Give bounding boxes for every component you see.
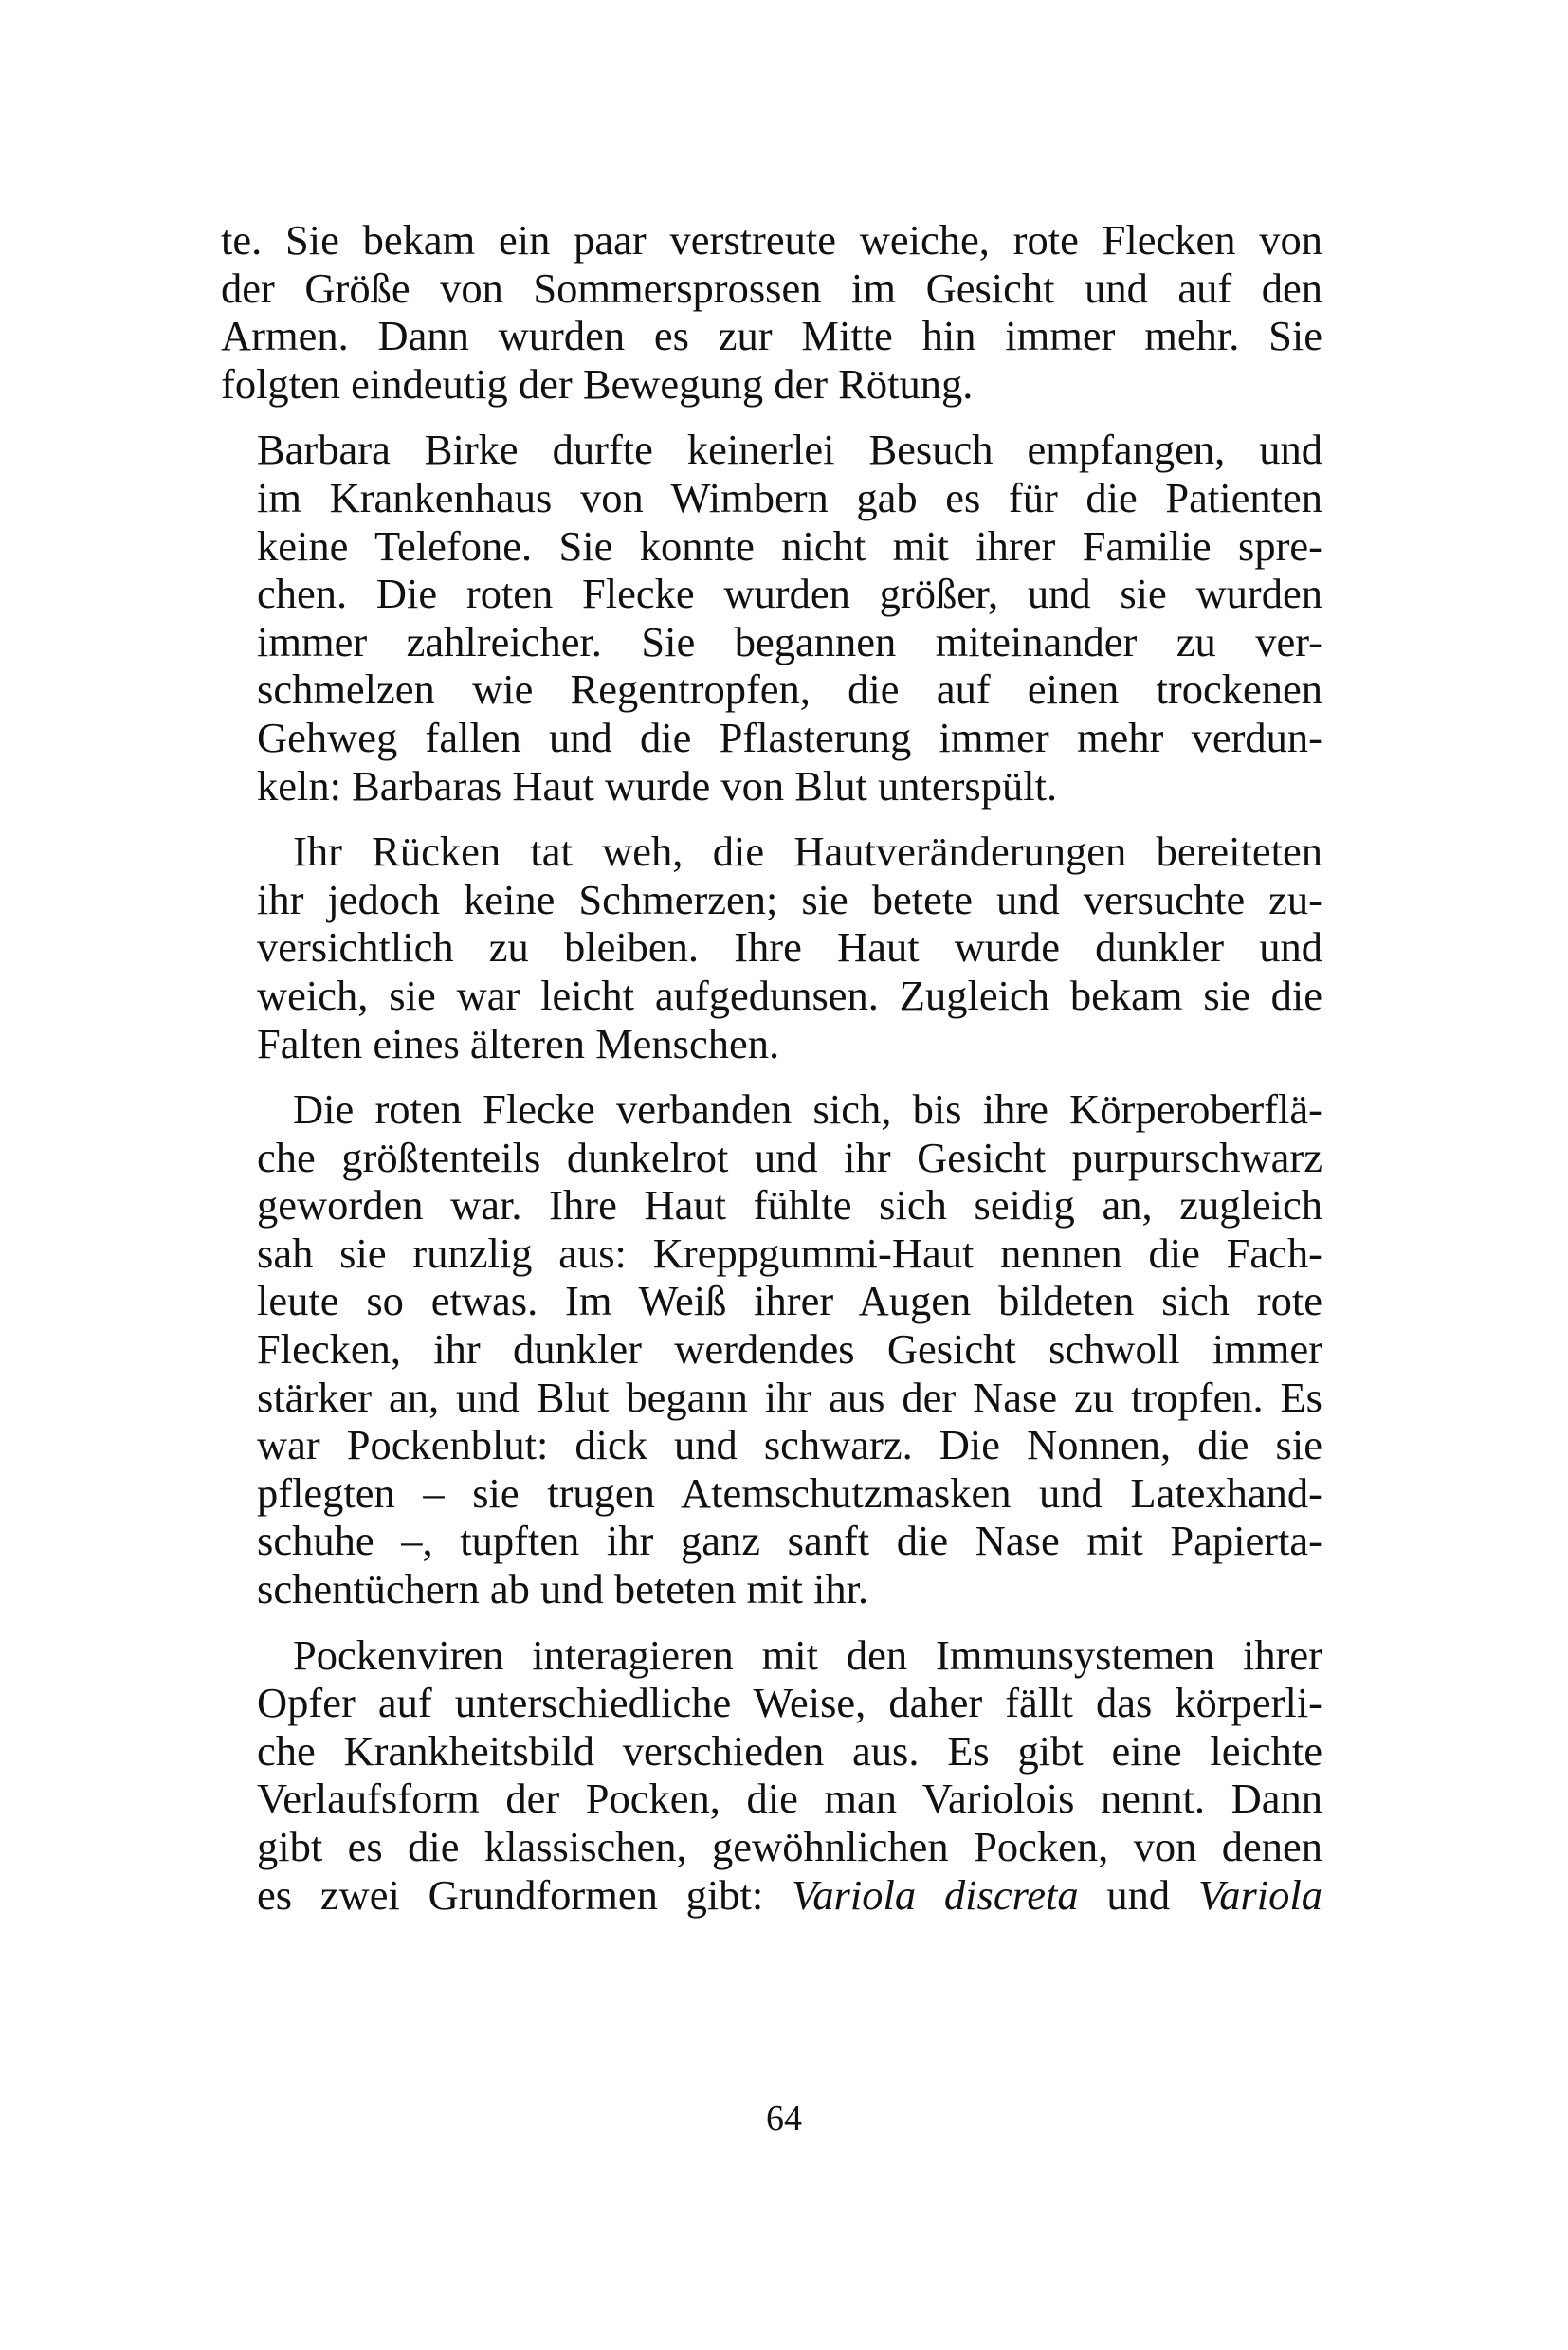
text-line: Pockenviren interagieren mit den Immunsystemen ihrer	[293, 1630, 1322, 1679]
text-line: im Krankenhaus von Wimbern gab es für die Patienten	[257, 473, 1322, 521]
text-line: gibt es die klassischen, gewöhnlichen Pocken, von denen	[257, 1823, 1322, 1870]
text-line: keln: Barbaras Haut wurde von Blut unterspült.	[257, 761, 1058, 810]
text-line: Barbara Birke durfte keinerlei Besuch empfangen, und	[257, 426, 1322, 474]
text-line: ihr jedoch keine Schmerzen; sie betete und versuchte zu-	[257, 875, 1322, 923]
paragraph-3	[221, 828, 1322, 1067]
text-line: che Krankheitsbild verschieden aus. Es gibt eine leichte	[257, 1726, 1322, 1775]
text-line: sah sie runzlig aus: Kreppgummi-Haut nennen die Fach-	[257, 1229, 1322, 1277]
text-line: Gehweg fallen und die Pflasterung immer mehr verdun-	[257, 713, 1322, 761]
text-line: der Größe von Sommersprossen im Gesicht und auf den	[221, 264, 1322, 312]
text-line: pflegten – sie trugen Atemschutzmasken und Latexhand-	[257, 1468, 1322, 1517]
text-line: Die roten Flecke verbanden sich, bis ihre Körperoberflä-	[293, 1085, 1322, 1134]
text-line: Falten eines älteren Menschen.	[257, 1019, 780, 1067]
text-line: Opfer auf unterschiedliche Weise, daher fällt das körperli-	[257, 1679, 1322, 1727]
paragraph-2	[221, 426, 1322, 810]
text-line: immer zahlreicher. Sie begannen miteinander zu ver-	[257, 617, 1322, 665]
text-span: und	[1078, 1870, 1198, 1919]
text-line: Ihr Rücken tat weh, die Hautveränderungen bereiteten	[293, 828, 1322, 876]
text-line: te. Sie bekam ein paar verstreute weiche, rote Flecken von	[221, 216, 1322, 264]
text-line: che größtenteils dunkelrot und ihr Gesicht purpurschwarz	[257, 1133, 1322, 1181]
paragraph-4	[221, 1085, 1322, 1613]
text-line: schmelzen wie Regentropfen, die auf einen trockenen	[257, 665, 1322, 714]
text-line: schuhe –, tupften ihr ganz sanft die Nase mit Papierta-	[257, 1517, 1322, 1565]
text-line: schentüchern ab und beteten mit ihr.	[257, 1565, 869, 1613]
text-line: stärker an, und Blut begann ihr aus der Nase zu tropfen. Es	[257, 1373, 1322, 1421]
paragraph-5	[221, 1631, 1322, 1920]
paragraph-1	[221, 216, 1322, 408]
text-line: chen. Die roten Flecke wurden größer, und sie wurden	[257, 570, 1322, 618]
text-line: Flecken, ihr dunkler werdendes Gesicht schwoll immer	[257, 1325, 1322, 1374]
text-span: es zwei Grundformen gibt:	[257, 1870, 793, 1919]
text-line: leute so etwas. Im Weiß ihrer Augen bildeten sich rote	[257, 1277, 1322, 1325]
italic-term: Variola	[1197, 1870, 1323, 1919]
body-text	[221, 216, 1322, 1937]
text-line: folgten eindeutig der Bewegung der Rötung.	[221, 359, 974, 408]
text-line-with-italics	[221, 1871, 1322, 1920]
italic-term: Variola discreta	[792, 1870, 1079, 1919]
text-line: keine Telefone. Sie konnte nicht mit ihrer Familie spre-	[257, 521, 1322, 570]
text-line: versichtlich zu bleiben. Ihre Haut wurde dunkler und	[257, 923, 1322, 972]
text-line: Verlaufsform der Pocken, die man Variolois nennt. Dann	[257, 1775, 1322, 1823]
text-line: war Pockenblut: dick und schwarz. Die Nonnen, die sie	[257, 1421, 1322, 1469]
text-line: geworden war. Ihre Haut fühlte sich seidig an, zugleich	[257, 1181, 1322, 1230]
page-number: 64	[766, 2099, 802, 2139]
text-line: weich, sie war leicht aufgedunsen. Zugleich bekam sie die	[257, 971, 1322, 1019]
text-line: Armen. Dann wurden es zur Mitte hin immer mehr. Sie	[221, 312, 1322, 360]
